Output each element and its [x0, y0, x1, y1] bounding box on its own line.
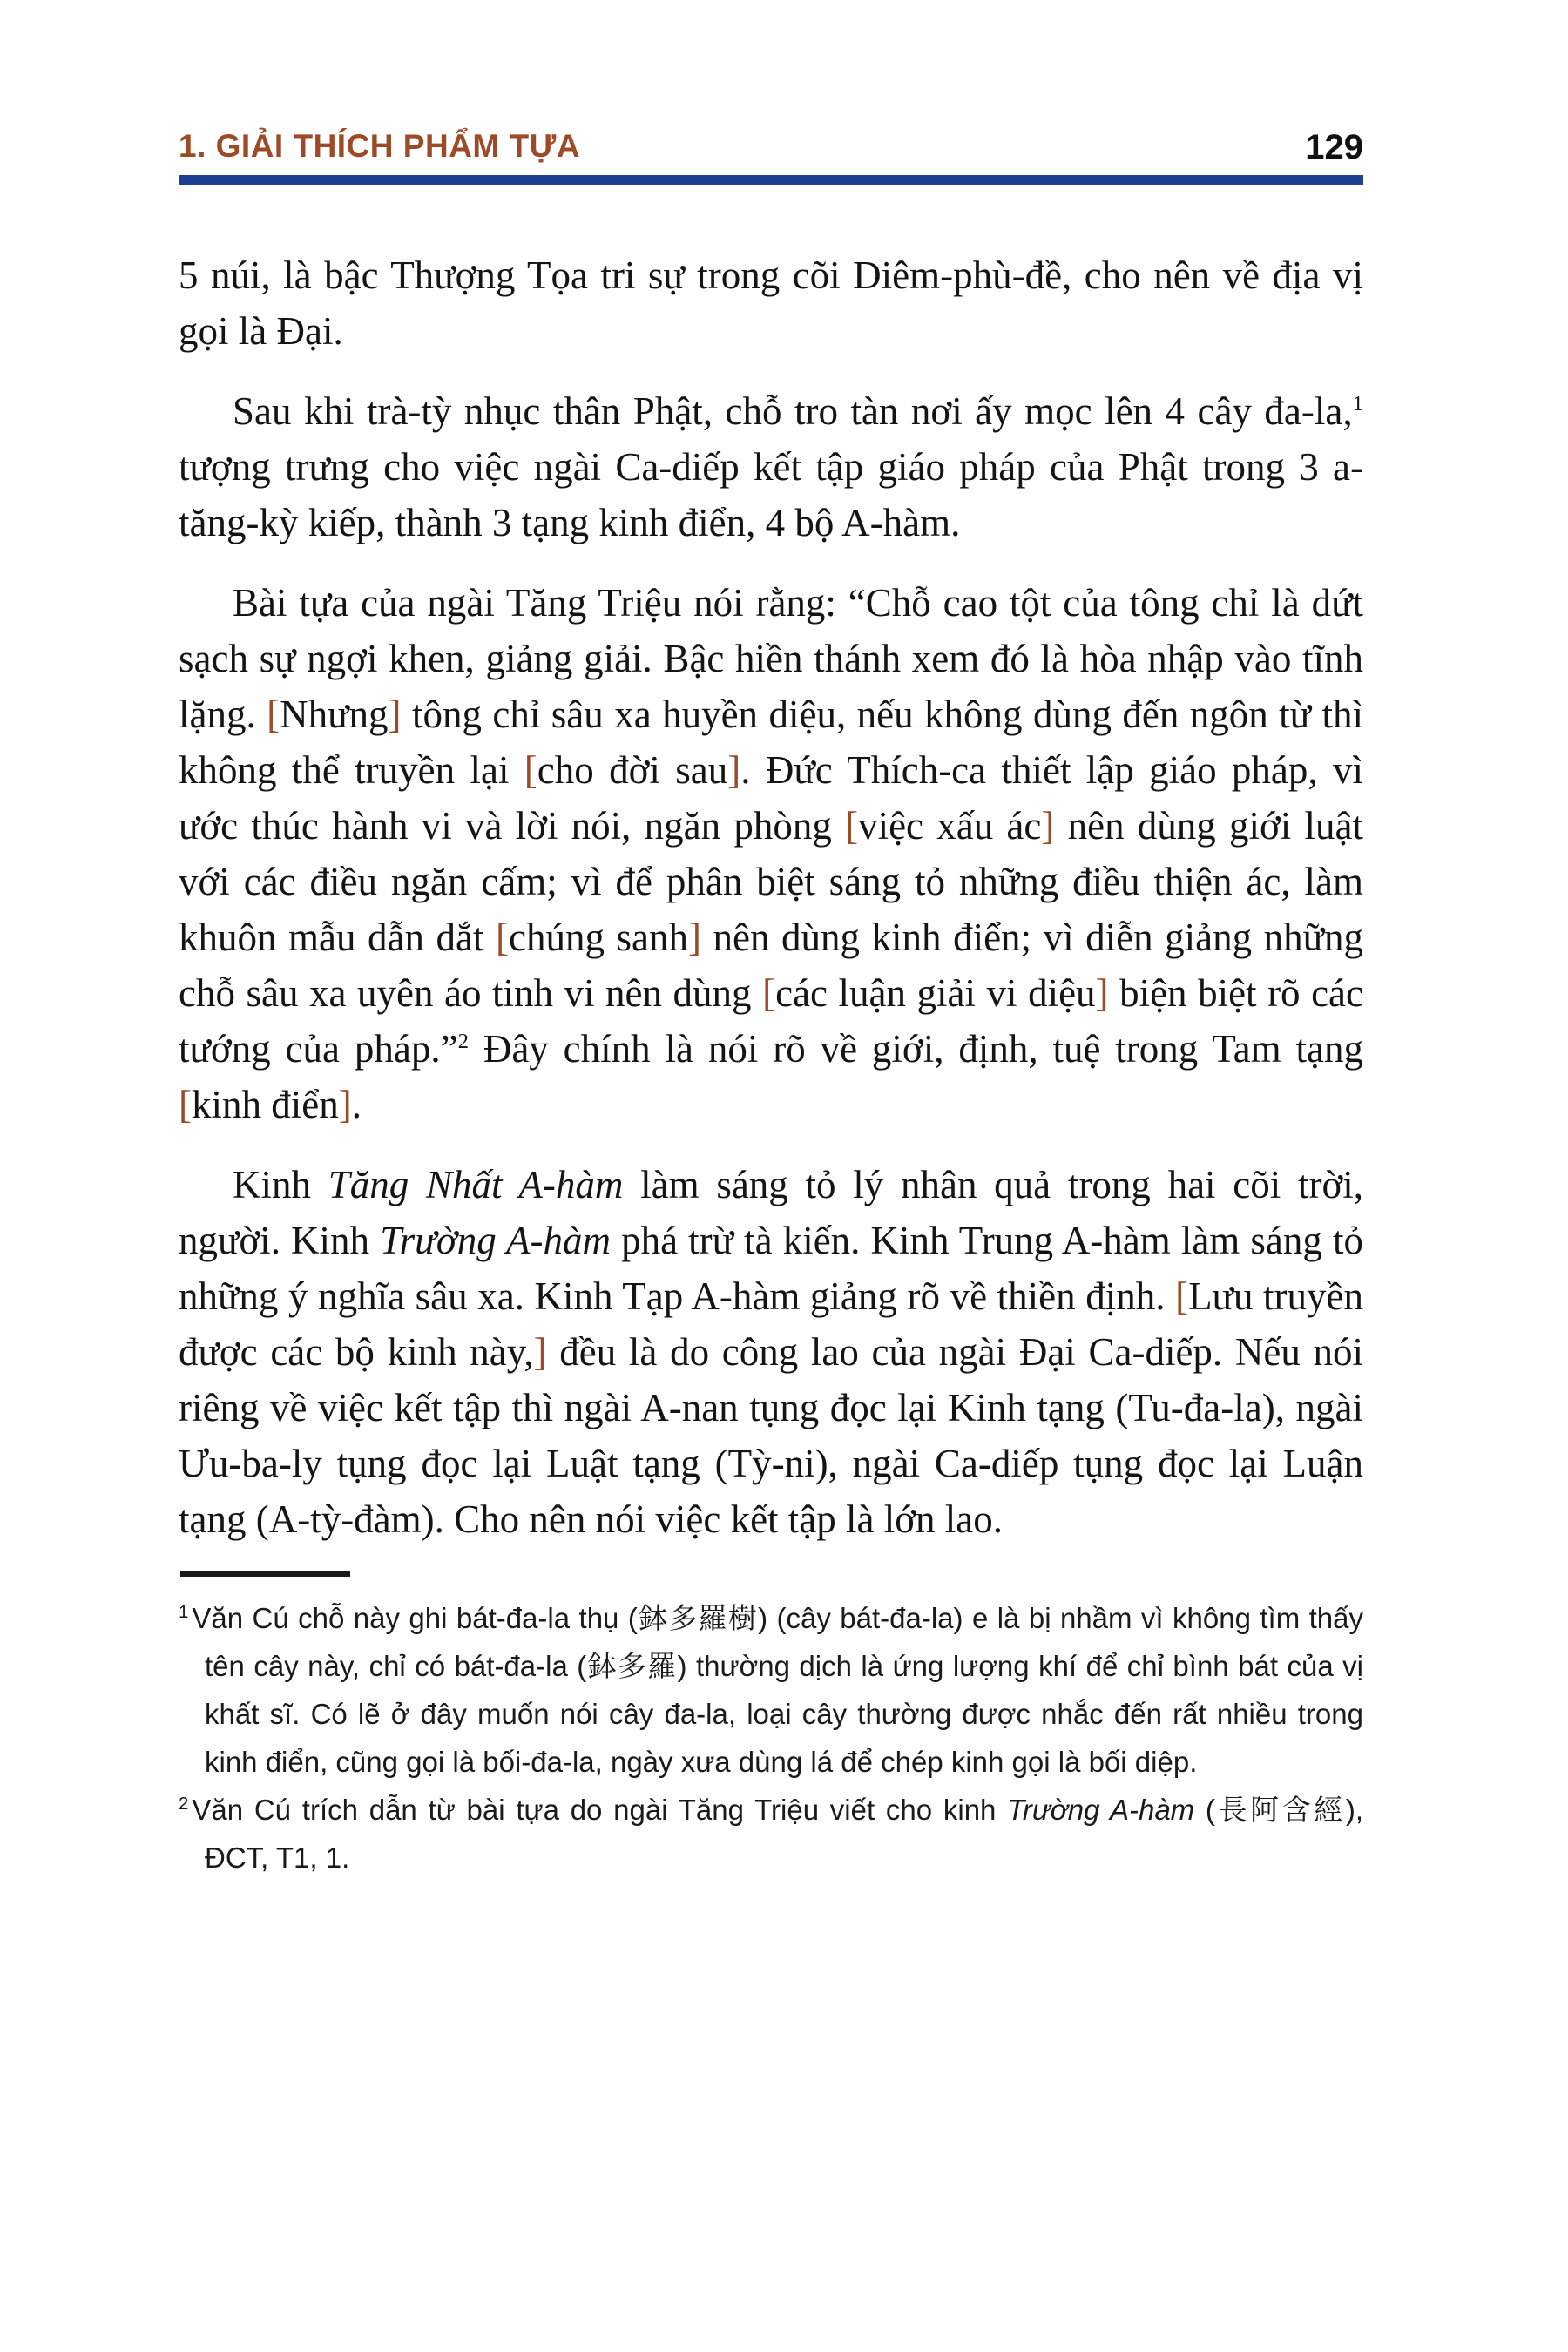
text-run: tượng trưng cho việc ngài Ca-diếp kết tập giáo pháp của Phật trong 3 a-tăng-kỳ kiếp, thành 3 tạng kinh điển, 4 bộ A-hàm. — [179, 444, 1363, 544]
section-title: 1. GIẢI THÍCH PHẨM TỰA — [179, 128, 581, 164]
footnote — [179, 1786, 1363, 1882]
page-header — [179, 129, 1363, 185]
text-run: (長阿含經), ĐCT, T1, 1. — [205, 1793, 1364, 1874]
body-text — [179, 247, 1363, 1547]
text-run: chúng sanh — [509, 915, 688, 959]
text-run: biện biệt rõ các tướng của pháp.” — [179, 970, 1364, 1071]
text-run: Đây chính là nói rõ về giới, định, tuệ trong Tam tạng — [468, 1026, 1363, 1071]
text-run: . Đức Thích-ca thiết lập giáo pháp, vì ước thúc hành vi và lời nói, ngăn phòng — [179, 747, 1363, 848]
text-run: kinh điển — [192, 1082, 339, 1126]
editorial-bracket: [ — [496, 915, 510, 959]
paragraph — [179, 1157, 1363, 1547]
paragraph — [179, 383, 1363, 551]
footnote-ref: 2 — [457, 1029, 469, 1053]
editorial-bracket: [ — [267, 692, 280, 736]
editorial-bracket: ] — [388, 692, 402, 736]
paragraph-list — [179, 247, 1363, 1547]
text-run: phá trừ tà kiến. Kinh Trung A-hàm làm sáng tỏ những ý nghĩa sâu xa. Kinh Tạp A-hàm giảng rõ về thiền định. — [179, 1218, 1363, 1318]
footnote-separator — [180, 1571, 350, 1577]
text-run: nên dùng giới luật với các điều ngăn cấm; vì để phân biệt sáng tỏ những điều thiện ác, làm khuôn mẫu dẫn dắt — [179, 803, 1363, 959]
editorial-bracket: ] — [727, 747, 741, 792]
text-run: Văn Cú trích dẫn từ bài tựa do ngài Tăng Triệu viết cho kinh — [192, 1793, 1008, 1826]
text-run: Bài tựa của ngài Tăng Triệu nói rằng: “Chỗ cao tột của tông chỉ là dứt sạch sự ngợi khen, giảng giải. Bậc hiền thánh xem đó là hòa nhập vào tĩnh lặng. — [179, 580, 1363, 736]
editorial-bracket: ] — [338, 1082, 352, 1126]
title-italic: Tăng Nhất A-hàm — [328, 1162, 624, 1206]
editorial-bracket: [ — [1175, 1274, 1189, 1318]
text-run: Kinh — [233, 1162, 328, 1206]
text-run: Sau khi trà-tỳ nhục thân Phật, chỗ tro tàn nơi ấy mọc lên 4 cây đa-la, — [233, 389, 1353, 433]
editorial-bracket: [ — [524, 747, 537, 792]
editorial-bracket: ] — [1041, 803, 1055, 848]
header-rule — [179, 175, 1363, 185]
footnote-list — [179, 1594, 1363, 1882]
paragraph — [179, 247, 1363, 359]
text-run: các luận giải vi diệu — [775, 970, 1096, 1015]
text-run: Văn Cú chỗ này ghi bát-đa-la thụ (鉢多羅樹) (cây bát-đa-la) e là bị nhầm vì không tìm thấy tên cây này, chỉ có bát-đa-la (鉢多羅) thường dịch là ứng lượng khí để chỉ bình bát của vị khất sĩ. Có lẽ ở đây muốn nói cây đa-la, loại cây thường được nhắc đến rất nhiều trong kinh điển, cũng gọi là bối-đa-la, ngày xưa dùng lá để chép kinh gọi là bối diệp. — [192, 1601, 1363, 1778]
title-italic: Trường A-hàm — [380, 1218, 611, 1262]
editorial-bracket: ] — [533, 1329, 547, 1374]
editorial-bracket: [ — [845, 803, 859, 848]
paragraph — [179, 575, 1363, 1132]
editorial-bracket: [ — [762, 970, 776, 1015]
text-run: tông chỉ sâu xa huyền diệu, nếu không dùng đến ngôn từ thì không thể truyền lại — [179, 692, 1363, 792]
text-run: 5 núi, là bậc Thượng Tọa tri sự trong cõi Diêm-phù-đề, cho nên về địa vị gọi là Đại. — [179, 253, 1363, 353]
footnote-marker: 2 — [179, 1793, 189, 1814]
footnote-ref: 1 — [1352, 391, 1363, 416]
running-header-row — [179, 129, 1363, 165]
text-run: Lưu truyền được các bộ kinh này, — [179, 1274, 1363, 1374]
text-run: đều là do công lao của ngài Đại Ca-diếp. Nếu nói riêng về việc kết tập thì ngài A-nan tụng đọc lại Kinh tạng (Tu-đa-la), ngài Ưu-ba-ly tụng đọc lại Luật tạng (Tỳ-ni), ngài Ca-diếp tụng đọc lại Luận tạng (A-tỳ-đàm). Cho nên nói việc kết tập là lớn lao. — [179, 1329, 1363, 1541]
text-run: nên dùng kinh điển; vì diễn giảng những chỗ sâu xa uyên áo tinh vi nên dùng — [179, 915, 1363, 1015]
text-run: cho đời sau — [537, 747, 728, 792]
title-italic: Trường A-hàm — [1007, 1793, 1195, 1826]
page-number: 129 — [1305, 127, 1363, 166]
footnotes-section — [179, 1571, 1363, 1882]
text-run: . — [351, 1082, 362, 1126]
text-run: việc xấu ác — [858, 803, 1042, 848]
footnote-marker: 1 — [179, 1601, 189, 1622]
editorial-bracket: [ — [179, 1082, 192, 1126]
text-run: làm sáng tỏ lý nhân quả trong hai cõi trời, người. Kinh — [179, 1162, 1364, 1262]
footnote — [179, 1594, 1363, 1786]
editorial-bracket: ] — [688, 915, 701, 959]
editorial-bracket: ] — [1095, 970, 1109, 1015]
text-run: Nhưng — [280, 692, 389, 736]
